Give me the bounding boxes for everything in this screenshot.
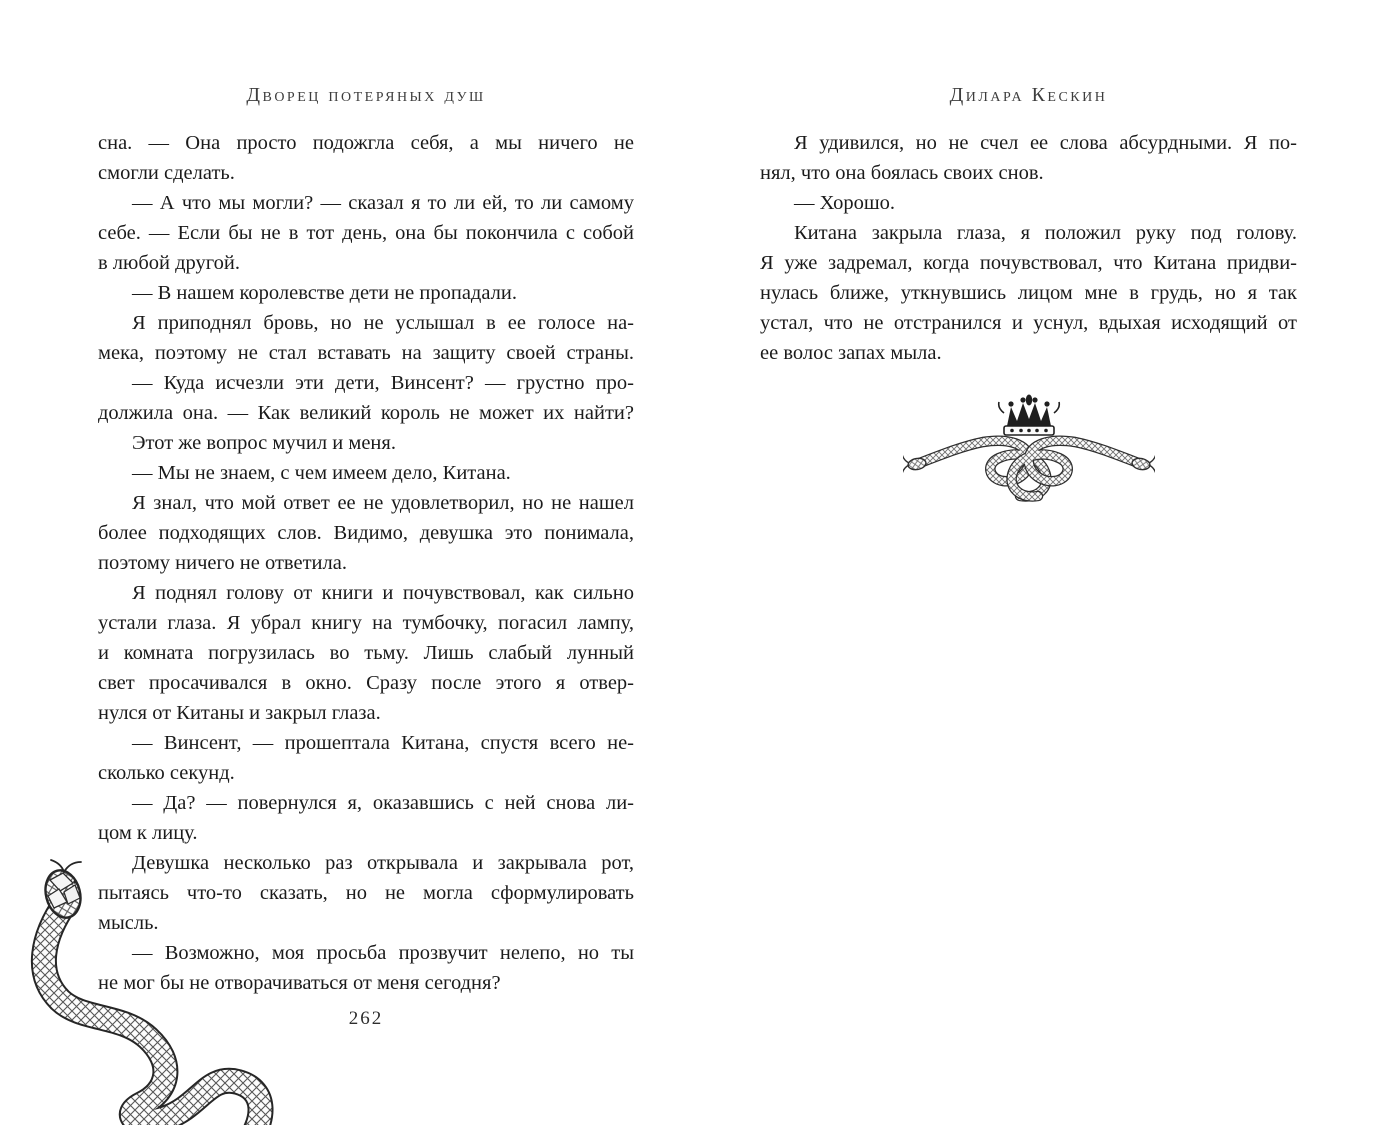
text-line: устали глаза. Я убрал книгу на тумбочку, погасил лампу, xyxy=(98,612,634,634)
text-line: — Хорошо. xyxy=(794,192,896,214)
corner-snake-svg xyxy=(0,858,300,1125)
text-line: — Куда исчезли эти дети, Винсент? — грустно про- xyxy=(132,372,634,394)
text-line: свет просачивался в окно. Сразу после этого я отвер- xyxy=(98,672,634,694)
snake-body xyxy=(44,902,261,1125)
text-line: нулся от Китаны и закрыл глаза. xyxy=(98,702,381,724)
text-line: себе. — Если бы не в тот день, она бы покончила с собой xyxy=(98,222,634,244)
text-line: мека, поэтому не стал вставать на защиту своей страны. xyxy=(98,342,634,364)
right-page-body-text xyxy=(760,128,1297,368)
text-line: мысль. xyxy=(98,912,159,934)
snakes-crown-ornament-svg xyxy=(903,392,1155,508)
text-line: и комната погрузилась во тьму. Лишь слабый лунный xyxy=(98,642,634,664)
text-line: — Возможно, моя просьба прозвучит нелепо, но ты xyxy=(132,942,634,964)
text-line: — В нашем королевстве дети не пропадали. xyxy=(132,282,517,304)
text-line: Я удивился, но не счел ее слова абсурдными. Я по- xyxy=(794,132,1297,154)
text-line: Девушка несколько раз открывала и закрывала рот, xyxy=(132,852,634,874)
text-line: цом к лицу. xyxy=(98,822,198,844)
text-line: — Мы не знаем, с чем имеем дело, Китана. xyxy=(132,462,511,484)
text-line: должила она. — Как великий король не может их найти? xyxy=(98,402,634,424)
text-line: не мог бы не отворачиваться от меня сегодня? xyxy=(98,972,501,994)
text-line: — Да? — повернулся я, оказавшись с ней снова ли- xyxy=(132,792,634,814)
text-line: сколько секунд. xyxy=(98,762,235,784)
running-header-book-title: Дворец потеряных душ xyxy=(246,84,486,106)
text-line: Я знал, что мой ответ ее не удовлетворил, но не нашел xyxy=(132,492,634,514)
text-line: ее волос запах мыла. xyxy=(760,342,942,364)
text-line: Этот же вопрос мучил и меня. xyxy=(132,432,396,454)
text-line: Китана закрыла глаза, я положил руку под голову. xyxy=(794,222,1297,244)
corner-snake-illustration xyxy=(0,858,300,1125)
snakes-crown-ornament xyxy=(903,392,1155,508)
text-line: смогли сделать. xyxy=(98,162,235,184)
text-line: Я поднял голову от книги и почувствовал, как сильно xyxy=(132,582,634,604)
text-line: пытаясь что-то сказать, но не могла сформулировать xyxy=(98,882,634,904)
text-line: нулась ближе, уткнувшись лицом мне в грудь, но я так xyxy=(760,282,1297,304)
text-line: — А что мы могли? — сказал я то ли ей, то ли самому xyxy=(132,192,634,214)
text-line: Я уже задремал, когда почувствовал, что Китана придви- xyxy=(760,252,1297,274)
text-line: Я приподнял бровь, но не услышал в ее голосе на- xyxy=(132,312,634,334)
crown-icon xyxy=(999,395,1060,436)
text-line: в любой другой. xyxy=(98,252,241,274)
text-line: устал, что не отстранился и уснул, вдыхая исходящий от xyxy=(760,312,1297,334)
text-line: более подходящих слов. Видимо, девушка это понимала, xyxy=(98,522,634,544)
page-number: 262 xyxy=(348,1008,384,1029)
right-snake-icon xyxy=(1012,441,1155,497)
text-line: — Винсент, — прошептала Китана, спустя всего не- xyxy=(132,732,634,754)
text-line: поэтому ничего не ответила. xyxy=(98,552,347,574)
text-line: нял, что она боялась своих снов. xyxy=(760,162,1044,184)
text-line: сна. — Она просто подожгла себя, а мы ничего не xyxy=(98,132,634,154)
running-header-author-name: Дилара Кескин xyxy=(949,84,1108,106)
